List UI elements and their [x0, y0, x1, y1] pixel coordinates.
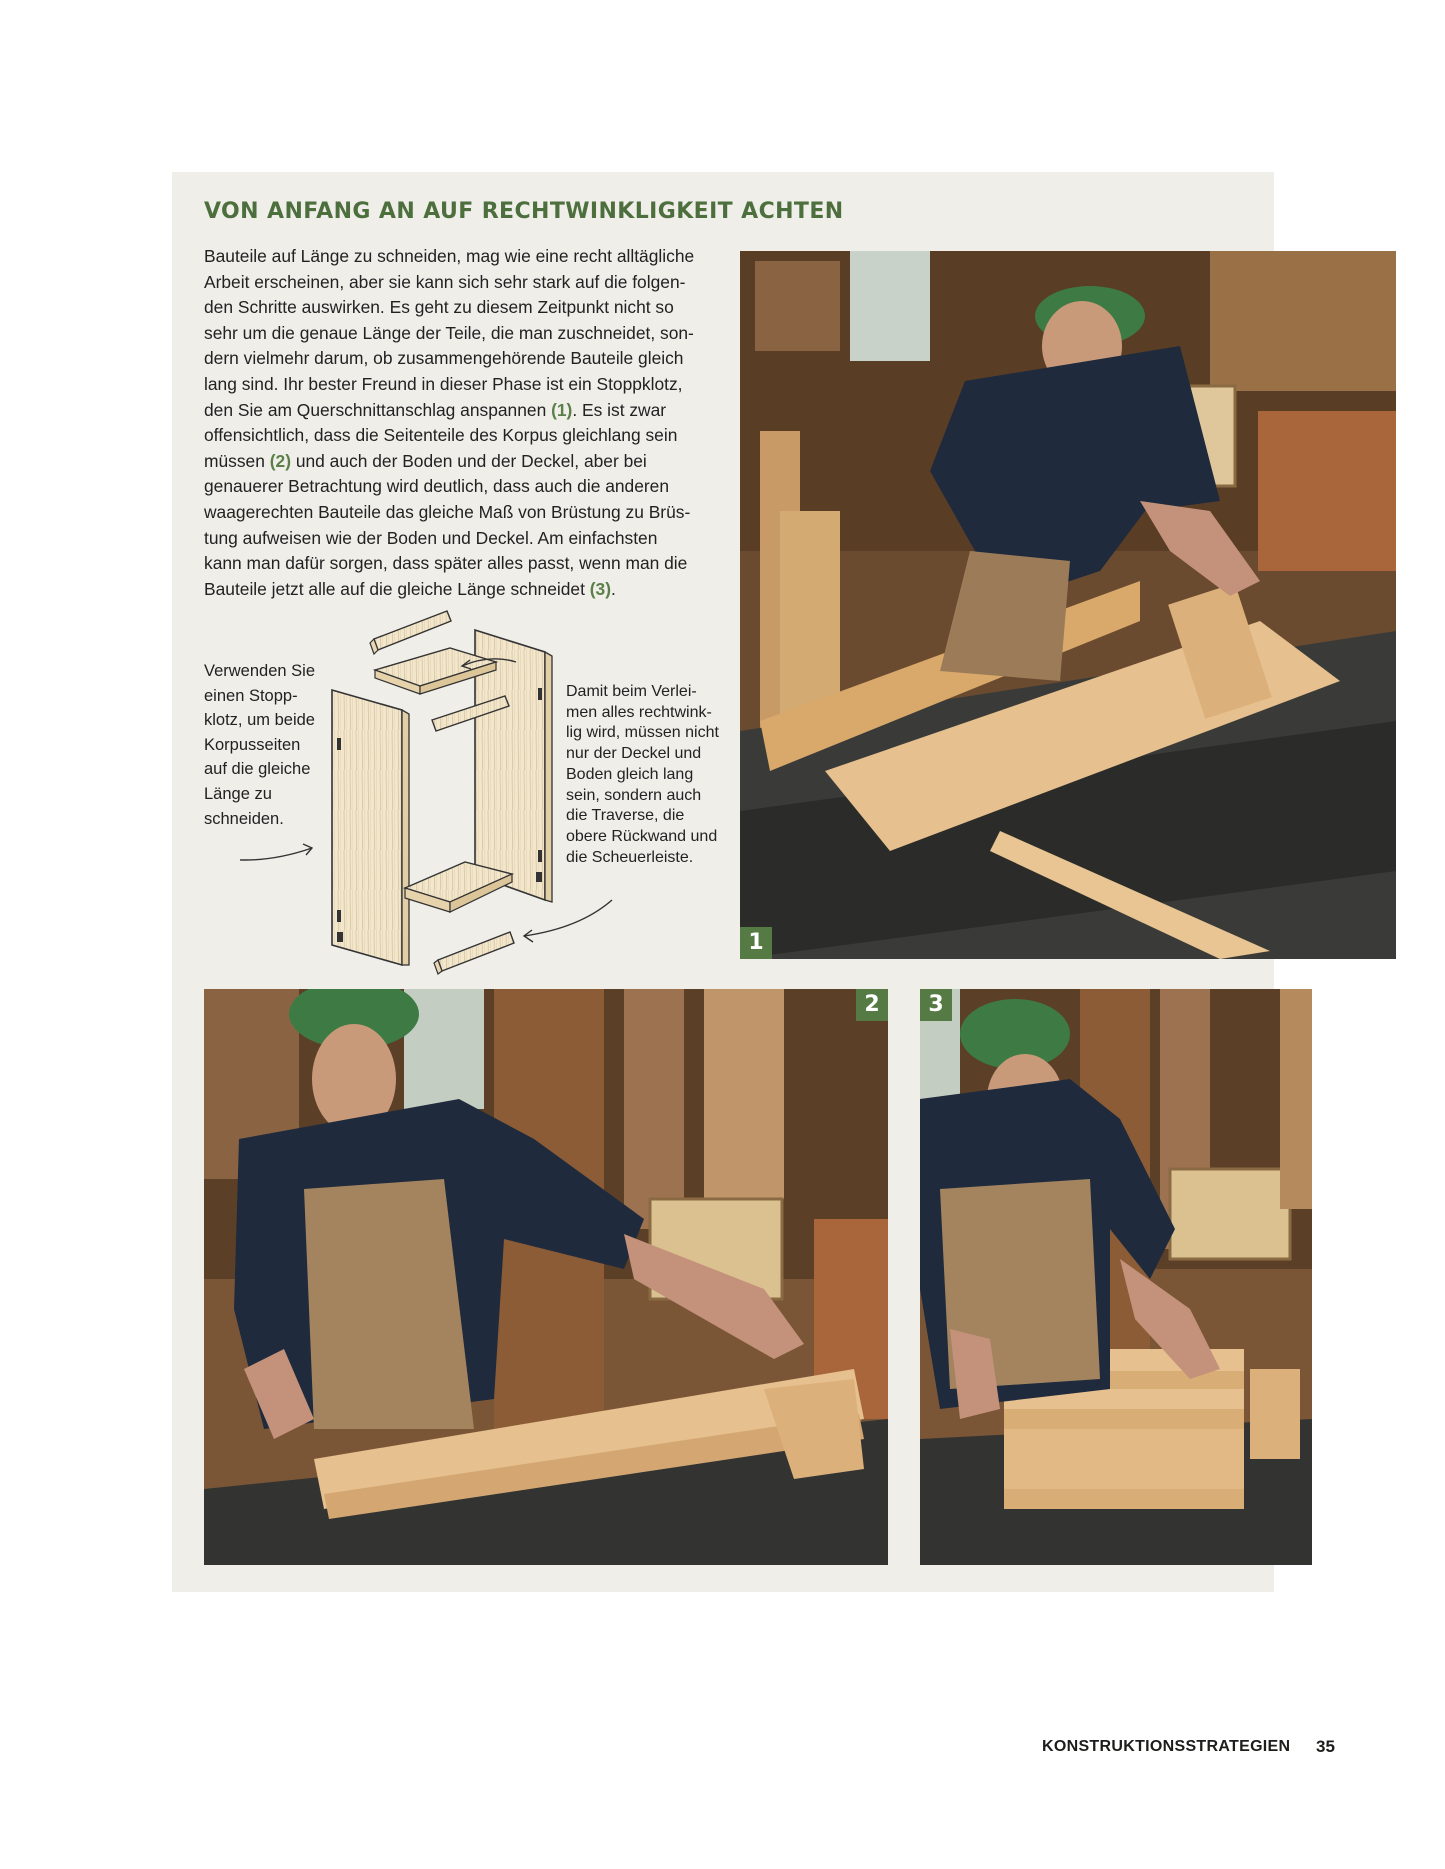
caption-line: schneiden. — [204, 809, 284, 828]
caption-line: sein, sondern auch — [566, 786, 702, 804]
caption-line: nur der Deckel und — [566, 745, 702, 763]
body-line — [204, 270, 712, 296]
body-text-segment: und auch der Boden und der Deckel, aber bei — [291, 450, 647, 471]
body-text-segment: Bauteile jetzt alle auf die gleiche Länge schneidet — [204, 578, 590, 599]
caption-line: Korpusseiten — [204, 735, 301, 754]
photo-number-badge-3: 3 — [920, 989, 952, 1021]
photo-crosscut-stop-block — [740, 251, 1396, 959]
body-text-segment: . — [611, 578, 616, 599]
body-line — [204, 577, 712, 603]
body-text-segment: den Sie am Querschnittanschlag anspannen — [204, 399, 552, 420]
diagram-arrow-bottom — [524, 900, 612, 942]
caption-line: die Scheuerleiste. — [566, 848, 694, 866]
diagram-top-rail — [370, 611, 451, 654]
caption-line: einen Stopp- — [204, 686, 298, 705]
caption-line: klotz, um beide — [204, 711, 315, 730]
caption-line: lig wird, müssen nicht — [566, 724, 719, 742]
body-text-segment: . Es ist zwar — [572, 399, 667, 420]
caption-line: Länge zu — [204, 784, 272, 803]
diagram-caption-right — [566, 682, 746, 868]
caption-line: Damit beim Verlei- — [566, 683, 697, 700]
body-text-segment: Bauteile auf Länge zu schneiden, mag wie eine recht alltägliche — [204, 246, 695, 266]
photo-number-badge-1: 1 — [740, 927, 772, 959]
diagram-caption-left — [204, 659, 334, 831]
body-line — [204, 398, 712, 424]
body-text-segment: sehr um die genaue Länge der Teile, die man zuschneidet, son- — [204, 322, 694, 343]
diagram-bottom-shelf — [405, 862, 512, 912]
body-text-segment: offensichtlich, dass die Seitenteile des Korpus gleichlang sein — [204, 425, 678, 446]
body-text-segment: den Schritte auswirken. Es geht zu diesem Zeitpunkt nicht so — [204, 297, 674, 318]
body-line — [204, 526, 712, 552]
body-text-segment: dern vielmehr darum, ob zusammengehörende Bauteile gleich — [204, 348, 684, 369]
body-paragraph — [204, 244, 712, 602]
body-text-segment: Arbeit erscheinen, aber sie kann sich sehr stark auf die folgen- — [204, 271, 686, 292]
photo-number-badge-2: 2 — [856, 989, 888, 1021]
figure-reference: (3) — [589, 578, 612, 599]
photo-equal-horizontal-parts — [920, 989, 1312, 1565]
running-footer-section: KONSTRUKTIONSSTRATEGIEN — [1042, 1738, 1291, 1755]
body-line — [204, 500, 712, 526]
body-text-segment: kann man dafür sorgen, dass später alles passt, wenn man die — [204, 553, 688, 574]
body-line — [204, 474, 712, 500]
body-line — [204, 372, 712, 398]
body-line — [204, 295, 712, 321]
body-text-segment: lang sind. Ihr bester Freund in dieser Phase ist ein Stoppklotz, — [204, 373, 683, 394]
diagram-arrow-left — [240, 844, 312, 860]
caption-line: auf die gleiche — [204, 760, 311, 779]
body-line — [204, 244, 712, 270]
section-heading: VON ANFANG AN AUF RECHTWINKLIGKEIT ACHTEN — [204, 199, 844, 224]
body-line — [204, 346, 712, 372]
body-line — [204, 449, 712, 475]
caption-line: obere Rückwand und — [566, 827, 718, 845]
diagram-bottom-rail — [434, 932, 514, 974]
body-text-segment: waagerechten Bauteile das gleiche Maß von Brüstung zu Brüs- — [204, 501, 691, 522]
page-number: 35 — [1316, 1737, 1335, 1756]
caption-line: Verwenden Sie — [204, 662, 315, 680]
body-line — [204, 551, 712, 577]
body-line — [204, 321, 712, 347]
body-text-segment: genauerer Betrachtung wird deutlich, dass auch die anderen — [204, 476, 670, 497]
figure-reference: (2) — [269, 450, 291, 471]
diagram-left-side-panel — [332, 690, 409, 965]
caption-line: men alles rechtwink- — [566, 703, 712, 721]
photo-equal-side-panels — [204, 989, 888, 1565]
caption-line: die Traverse, die — [566, 807, 685, 825]
body-text-segment: müssen — [204, 450, 270, 471]
caption-line: Boden gleich lang — [566, 765, 694, 783]
body-line — [204, 423, 712, 449]
body-text-segment: tung aufweisen wie der Boden und Deckel. Am einfachsten — [204, 527, 658, 548]
figure-reference: (1) — [551, 399, 573, 420]
